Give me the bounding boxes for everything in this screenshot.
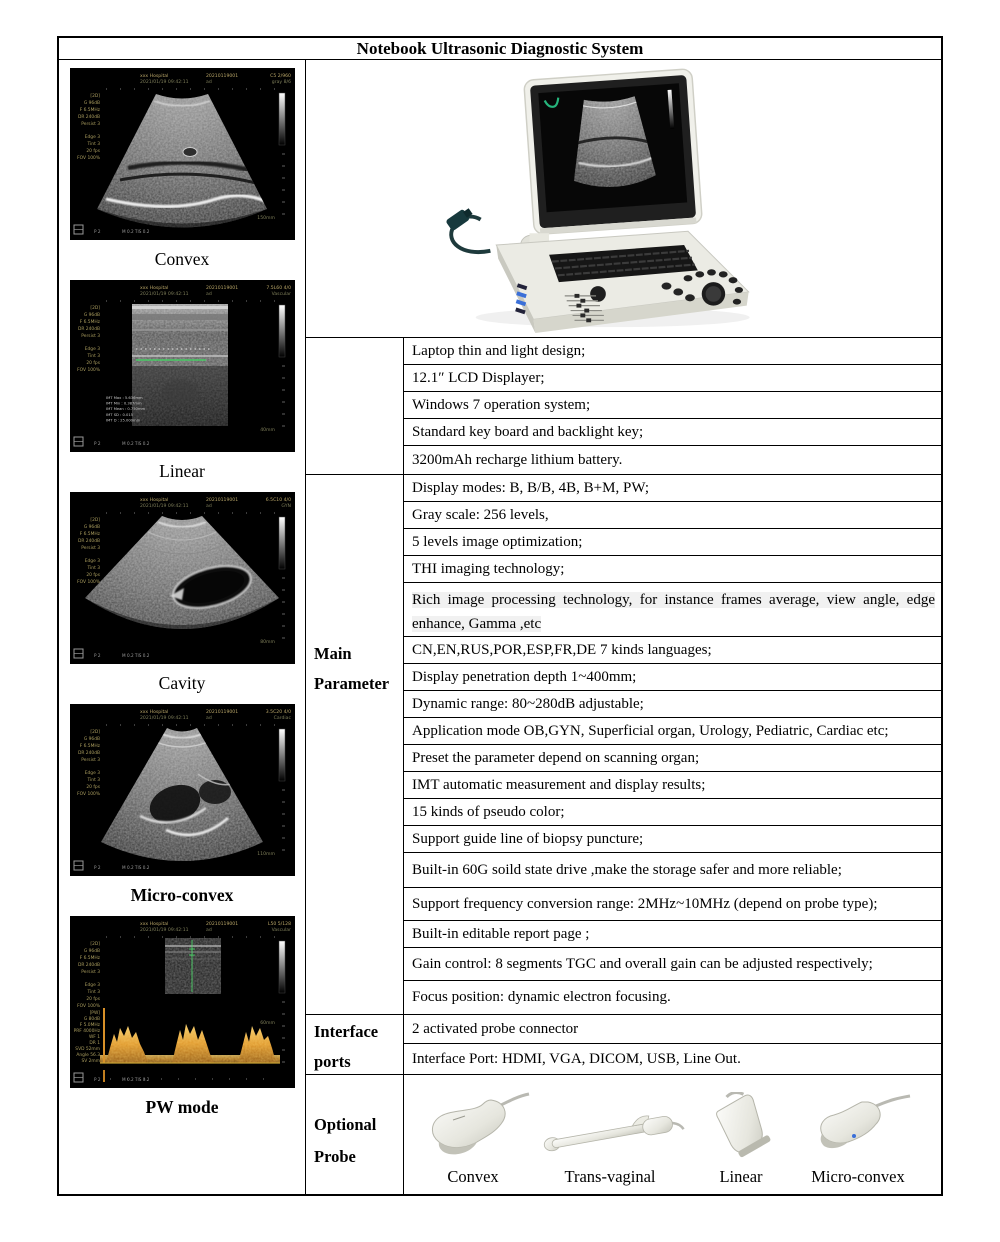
section-main-parameter <box>306 475 941 1015</box>
section-label-optional-probe: Optional Probe <box>306 1075 404 1194</box>
probe-subtag-text: gray 8/6 <box>271 80 291 85</box>
probe-subtag-text: Vascular <box>271 292 291 297</box>
svg-text:IMT D : 25.000mm: IMT D : 25.000mm <box>105 418 140 423</box>
spec-row: 3200mAh recharge lithium battery. <box>412 451 623 468</box>
figure-pw-mode <box>70 916 295 1128</box>
probe-label-trans-vaginal: Trans-vaginal <box>564 1167 656 1186</box>
probe-label-linear: Linear <box>719 1167 763 1186</box>
svg-text:PRF 4000Hz: PRF 4000Hz <box>73 1029 100 1034</box>
linear-scan-area <box>132 304 228 426</box>
probe-label-micro-convex: Micro-convex <box>811 1167 905 1186</box>
device-screen <box>523 68 702 234</box>
depth-label: 150mm <box>256 216 275 221</box>
document-body <box>59 60 941 1194</box>
svg-text:IMT SD : 0.015: IMT SD : 0.015 <box>105 412 133 417</box>
spec-row: Display penetration depth 1~400mm; <box>404 664 941 691</box>
trans-vaginal-probe-photo <box>535 1092 685 1164</box>
probe-subtag-text: Cardiac <box>273 716 291 721</box>
spec-row-rich-image <box>404 583 941 637</box>
convex-probe-photo <box>412 1092 534 1164</box>
svg-text:F 5.0MHz: F 5.0MHz <box>79 1023 100 1028</box>
device-photo <box>428 63 768 335</box>
probe-button-dot <box>852 1134 856 1138</box>
probe-tag-text: 7.5L60 4/0 <box>265 286 291 291</box>
pw-bmode-thumbnail <box>165 938 221 994</box>
highlighted-text: Rich image processing technology, for instance frames average, view angle, edge enhance, Gamma ,etc <box>412 592 935 632</box>
document-title <box>59 38 941 60</box>
cavity-ultrasound-image <box>70 492 295 664</box>
spec-row: Application mode OB,GYN, Superficial organ, Urology, Pediatric, Cardiac etc; <box>404 718 941 745</box>
spec-column <box>306 60 941 1194</box>
spec-row: Built-in editable report page ; <box>404 921 941 948</box>
gain-knob <box>590 286 606 302</box>
spec-row: Gray scale: 256 levels, <box>404 502 941 529</box>
probe-subtag-text: GYN <box>280 504 291 509</box>
pw-mode-ultrasound-image <box>70 916 295 1088</box>
spec-row: Built-in 60G soild state drive ,make the storage safer and more reliable; <box>404 853 941 888</box>
probe-fig-convex <box>412 1092 534 1188</box>
spec-row: 5 levels image optimization; <box>404 529 941 556</box>
spec-row: THI imaging technology; <box>404 556 941 583</box>
svg-text:G 80dB: G 80dB <box>83 1017 100 1022</box>
probe-fig-linear <box>686 1092 796 1188</box>
spec-row: Support frequency conversion range: 2MHz~10MHz (depend on probe type); <box>404 888 941 921</box>
probe-fig-micro-convex <box>797 1092 919 1188</box>
spec-row: Focus position: dynamic electron focusing. <box>412 989 671 1005</box>
section-label-empty <box>306 338 404 474</box>
figure-linear <box>70 280 295 492</box>
svg-text:IMT Mean : 0.750mm: IMT Mean : 0.750mm <box>105 407 145 412</box>
spec-row: Preset the parameter depend on scanning organ; <box>404 745 941 772</box>
svg-text:WF 1: WF 1 <box>88 1035 100 1040</box>
spec-row: Standard key board and backlight key; <box>404 419 941 446</box>
depth-label: 80mm <box>259 640 275 645</box>
probe-label-convex: Convex <box>447 1167 499 1186</box>
probe-tag-text: C5 2/960 <box>269 74 291 79</box>
depth-label: 60mm <box>259 1021 275 1026</box>
depth-label: 40mm <box>259 428 275 433</box>
probe-tag-text: L50 5/128 <box>267 922 291 927</box>
product-photo-cell <box>306 60 941 338</box>
depth-label: 110mm <box>256 852 275 857</box>
figure-caption-micro-convex: Micro-convex <box>130 885 234 905</box>
svg-text:SV 2mm: SV 2mm <box>80 1059 100 1064</box>
figure-micro-convex <box>70 704 295 916</box>
svg-text:SVD 52mm: SVD 52mm <box>74 1047 100 1052</box>
section-optional-probe <box>306 1075 941 1194</box>
probe-tag-text: 3.5C20 4/0 <box>265 710 291 715</box>
micro-convex-ultrasound-image <box>70 704 295 876</box>
section-interface-ports <box>306 1015 941 1075</box>
spec-row: Dynamic range: 80~280dB adjustable; <box>404 691 941 718</box>
spec-row: 15 kinds of pseudo color; <box>404 799 941 826</box>
figure-caption-convex: Convex <box>154 249 210 269</box>
page-title: Notebook Ultrasonic Diagnostic System <box>356 38 644 58</box>
section-basic-specs <box>306 338 941 475</box>
spec-row: Gain control: 8 segments TGC and overall gain can be adjusted respectively; <box>404 948 941 981</box>
section-label-main-parameter: Main Parameter <box>306 475 404 1014</box>
spec-row: Windows 7 operation system; <box>404 392 941 419</box>
section-label-interface-ports: Interface ports <box>306 1015 404 1074</box>
figure-cavity <box>70 492 295 704</box>
spec-document <box>57 36 943 1196</box>
svg-text:IMT Min : 0.387mm: IMT Min : 0.387mm <box>105 401 142 406</box>
probe-fig-trans-vaginal <box>535 1092 685 1188</box>
spec-row: 12.1″ LCD Displayer; <box>404 365 941 392</box>
spec-row: Support guide line of biopsy puncture; <box>404 826 941 853</box>
spec-row: Laptop thin and light design; <box>404 338 941 365</box>
spec-row: Interface Port: HDMI, VGA, DICOM, USB, Line Out. <box>412 1050 741 1067</box>
svg-text:[PW]: [PW] <box>89 1011 100 1016</box>
spec-row: Display modes: B, B/B, 4B, B+M, PW; <box>404 475 941 502</box>
probe-subtag-text: Vascular <box>271 928 291 933</box>
convex-ultrasound-image <box>70 68 295 240</box>
spec-row: IMT automatic measurement and display results; <box>404 772 941 799</box>
linear-probe-photo <box>686 1092 796 1164</box>
linear-ultrasound-image <box>70 280 295 452</box>
svg-text:Angle 56.3: Angle 56.3 <box>75 1053 100 1058</box>
figure-caption-cavity: Cavity <box>158 673 206 693</box>
figure-convex <box>70 68 295 280</box>
micro-convex-probe-photo <box>797 1092 919 1164</box>
svg-text:IMT Max : 5.636mm: IMT Max : 5.636mm <box>105 396 143 400</box>
spec-row: 2 activated probe connector <box>404 1015 941 1044</box>
probe-connector <box>445 205 474 231</box>
spec-row: CN,EN,RUS,POR,ESP,FR,DE 7 kinds languages; <box>404 637 941 664</box>
svg-text:DR 1: DR 1 <box>88 1041 100 1046</box>
ultrasound-figure-column <box>59 60 306 1194</box>
probe-gallery <box>404 1075 941 1194</box>
imt-result-block <box>106 396 145 422</box>
figure-caption-linear: Linear <box>159 461 205 481</box>
probe-tag-text: 6.5C10 4/0 <box>265 498 291 503</box>
figure-caption-pw-mode: PW mode <box>145 1097 219 1117</box>
